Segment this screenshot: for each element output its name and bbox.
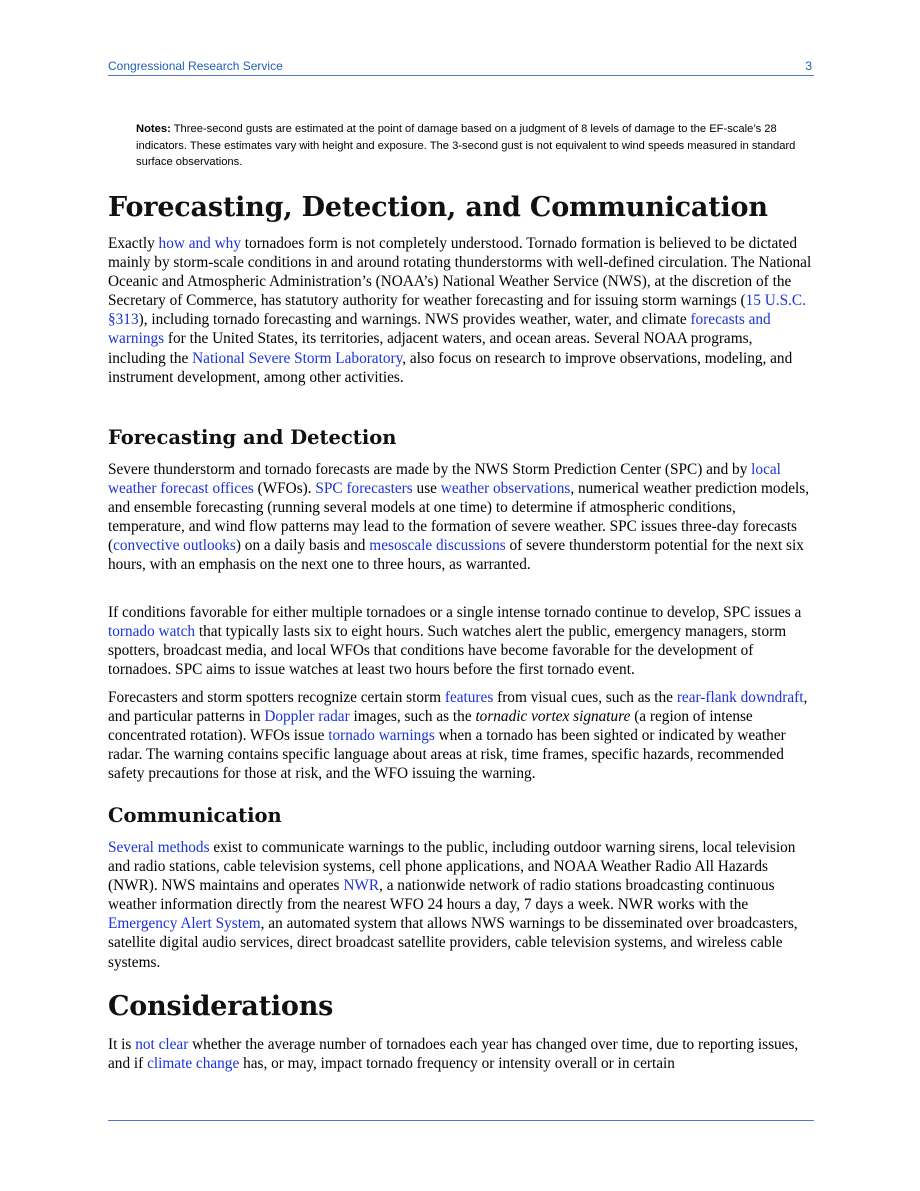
table-notes — [136, 121, 806, 171]
page-number: 3 — [805, 59, 812, 73]
paragraph-considerations — [108, 1035, 813, 1073]
text-run: of severe thunderstorm potential for the next six hours, with an emphasis on the next one to three hours, as warranted. — [108, 537, 804, 574]
header-source: Congressional Research Service — [108, 59, 283, 73]
link-15-usc-313[interactable]: 15 U.S.C. §313 — [108, 292, 806, 329]
text-run: when a tornado has been sighted or indicated by weather radar. The warning contains specific language about areas at risk, time frames, specific hazards, recommended safety precautions for those at risk, and the WFO issuing the warning. — [108, 727, 786, 783]
text-run: from visual cues, such as the — [493, 689, 677, 706]
text-run: , and particular patterns in — [108, 689, 808, 726]
link-tornado-warnings[interactable]: tornado warnings — [328, 727, 435, 745]
text-run: Severe thunderstorm and tornado forecasts are made by the NWS Storm Prediction Center (SPC) and by — [108, 461, 752, 478]
link-mesoscale-discussions[interactable]: mesoscale discussions — [369, 537, 506, 555]
text-run: , an automated system that allows NWS warnings to be disseminated over broadcasters, satellite digital audio services, direct broadcast satellite providers, cable television systems, and wireless cable systems. — [108, 915, 798, 971]
link-spc-forecasters[interactable]: SPC forecasters — [315, 480, 413, 498]
text-run: It is — [108, 1036, 136, 1053]
text-run: ), including tornado forecasting and warnings. NWS provides weather, water, and climate — [138, 311, 691, 329]
link-rear-flank-downdraft[interactable]: rear-flank downdraft — [676, 689, 804, 706]
text-run: (a region of intense concentrated rotation). WFOs issue — [108, 708, 753, 745]
link-tornado-watch[interactable]: tornado watch — [108, 623, 196, 641]
link-convective-outlooks[interactable]: convective outlooks — [113, 537, 236, 555]
text-run: exist to communicate warnings to the public, including outdoor warning sirens, local television and radio stations, cable television systems, cell phone applications, and NOAA Weather Radio All Hazards (NWR). NWS maintains and operates — [108, 839, 796, 895]
text-run: use — [412, 480, 441, 498]
italic-term: tornadic vortex signature — [475, 708, 631, 726]
subsection-heading-forecasting-detection: Forecasting and Detection — [108, 426, 397, 449]
link-climate-change[interactable]: climate change — [147, 1055, 240, 1073]
paragraph-tornado-watch — [108, 603, 813, 679]
link-weather-observations[interactable]: weather observations — [440, 480, 571, 498]
page-header — [108, 57, 814, 76]
notes-text: Three-second gusts are estimated at the point of damage based on a judgment of 8 levels of damage to the EF-scale’s 28 indicators. These estimates vary with height and exposure. The 3-second gust is not equivalent to wind speeds measured in standard surface observations. — [136, 123, 796, 168]
text-run: Forecasters and storm spotters recognize certain storm — [108, 689, 445, 706]
notes-label: Notes: — [136, 123, 171, 135]
text-run: Exactly — [108, 235, 159, 252]
link-how-and-why[interactable]: how and why — [158, 235, 241, 252]
link-several-methods[interactable]: Several methods — [108, 839, 210, 856]
text-run: If conditions favorable for either multiple tornadoes or a single intense tornado continue to develop, SPC issues a — [108, 604, 802, 621]
text-run: that typically lasts six to eight hours. Such watches alert the public, emergency managers, storm spotters, broadcast media, and local WFOs that conditions have become favorable for the development of tornadoes. SPC aims to issue watches at least two hours before the first tornado event. — [108, 623, 787, 679]
footer-divider — [108, 1120, 814, 1121]
text-run: (WFOs). — [253, 480, 316, 498]
text-run: for the United States, its territories, adjacent waters, and ocean areas. Several NOAA programs, including the — [108, 330, 753, 367]
paragraph-intro — [108, 234, 813, 387]
text-run: ) on a daily basis and — [235, 537, 370, 555]
link-forecasts-and-warnings[interactable]: forecasts and warnings — [108, 311, 771, 348]
subsection-heading-communication: Communication — [108, 804, 282, 827]
paragraph-storm-features — [108, 688, 813, 783]
text-run: , a nationwide network of radio stations broadcasting continuous weather information directly from the nearest WFO 24 hours a day, 7 days a week. NWR works with the — [108, 877, 775, 914]
link-doppler-radar[interactable]: Doppler radar — [264, 708, 350, 726]
paragraph-forecasts — [108, 460, 813, 575]
link-national-severe-storm-laboratory[interactable]: National Severe Storm Laboratory — [192, 349, 403, 367]
text-run: , also focus on research to improve observations, modeling, and instrument development, among other activities. — [108, 349, 793, 386]
text-run: has, or may, impact tornado frequency or intensity overall or in certain — [239, 1055, 675, 1073]
text-run: , numerical weather prediction models, and ensemble forecasting (running several models at one time) to determine if atmospheric conditions, temperature, and wind flow patterns may lead to the formation of severe weather. SPC issues three-day forecasts ( — [108, 480, 810, 555]
section-heading-considerations: Considerations — [108, 991, 334, 1022]
link-local-weather-forecast-offices[interactable]: local weather forecast offices — [108, 461, 781, 498]
text-run: tornadoes form is not completely understood. Tornado formation is believed to be dictated mainly by storm-scale conditions in and around rotating thunderstorms with well-defined circulation. The National Oceanic and Atmospheric Administration’s (NOAA’s) National Weather Service (NWS), at the discretion of the Secretary of Commerce, has statutory authority for weather forecasting and for issuing storm warnings ( — [108, 235, 812, 310]
link-not-clear[interactable]: not clear — [135, 1036, 189, 1053]
link-emergency-alert-system[interactable]: Emergency Alert System — [108, 915, 261, 933]
text-run: images, such as the — [349, 708, 476, 726]
section-heading-forecasting-detection-communication: Forecasting, Detection, and Communication — [108, 192, 768, 223]
paragraph-communication — [108, 838, 813, 972]
link-features[interactable]: features — [444, 689, 494, 706]
text-run: whether the average number of tornadoes each year has changed over time, due to reporting issues, and if — [108, 1036, 799, 1073]
link-nwr[interactable]: NWR — [343, 877, 380, 895]
